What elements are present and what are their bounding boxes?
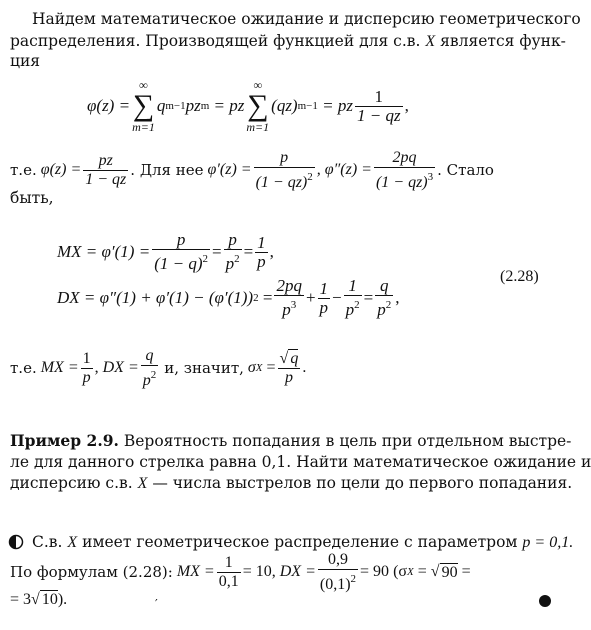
- fraction: $\frac{1}{p}$: [82, 349, 91, 386]
- example-line-2: ле для данного стрелка равна 0,1. Найти математическое ожидание и: [10, 453, 591, 471]
- equation-number: (2.28): [500, 268, 539, 285]
- derivatives-line: т.е. φ(z) = $\frac{pz}{1 - qz}$ . Для нее φ′(z) = $\frac{p}{(1 - qz)^2}$ , φ″(z) = $\frac{2pq}{(1 - qz)^3}$ . Стало: [10, 148, 494, 191]
- sum-symbol: ∞ ∑ m=1: [246, 78, 270, 134]
- intro-line-2: распределения. Производящей функцией для с.в. X является функ-: [10, 32, 566, 50]
- generating-function-equation: φ(z) = ∞ ∑ m=1 q m−1 pz m = pz ∞ ∑ m=1 (qz) m−1 = pz $\frac{1}{1 - qz}$ ,: [87, 78, 409, 134]
- conclusion-line: т.е. MX = $\frac{1}{p}$ , DX = $\frac{q}{p^2}$ и, значит, σ X = $\frac{√ q}{p}$ .: [10, 346, 307, 389]
- fraction: $\frac{p}{(1 - qz)^2}$: [255, 148, 313, 191]
- fraction: $\frac{2pq}{(1 - qz)^3}$: [375, 148, 434, 191]
- fraction: $\frac{√ q}{p}$: [279, 349, 299, 386]
- byt-line: быть,: [10, 189, 54, 207]
- example-line-3: дисперсию с.в. X — числа выстрелов по цели до первого попадания.: [10, 474, 573, 492]
- example-line-1: Пример 2.9. Вероятность попадания в цель при отдельном выстре-: [10, 431, 572, 450]
- solution-start-marker-icon: [8, 534, 24, 550]
- fraction: $\frac{q}{p^2}$: [377, 276, 392, 319]
- fraction: $\frac{p}{(1 - q)^2}$: [154, 230, 208, 273]
- fraction: $\frac{1}{1 - qz}$: [356, 86, 401, 125]
- fraction: $\frac{0,9}{(0,1)^2}$: [319, 550, 357, 593]
- solution-line-1: С.в. X имеет геометрическое распределение с параметром p = 0,1.: [32, 533, 574, 551]
- stray-mark: ′: [155, 597, 158, 611]
- example-title: Пример 2.9.: [10, 431, 119, 450]
- intro-line-1: Найдем математическое ожидание и дисперсию геометрического: [32, 10, 581, 28]
- solution-line-2: По формулам (2.28): MX = $\frac{1}{0,1}$ = 10, DX = $\frac{0,9}{(0,1)^2}$ = 90 (σ X = √ 90 =: [10, 550, 471, 593]
- fraction: $\frac{2pq}{p^3}$: [276, 276, 302, 319]
- solution-line-3: = 3√ 10).: [10, 591, 68, 608]
- fraction: $\frac{1}{p}$: [257, 232, 266, 271]
- dx-equation: DX = φ″(1) + φ′(1) − (φ′(1)) 2 = $\frac{2pq}{p^3}$ + $\frac{1}{p}$ − $\frac{1}{p^2}$ = $\frac{q}{p^2}$ ,: [57, 276, 400, 319]
- intro-line-3: ция: [10, 52, 41, 70]
- sum-symbol: ∞ ∑ m=1: [132, 78, 155, 134]
- fraction: $\frac{pz}{1 - qz}$: [85, 151, 127, 188]
- fraction: $\frac{p}{p^2}$: [225, 230, 240, 273]
- mx-equation: MX = φ′(1) = $\frac{p}{(1 - q)^2}$ = $\frac{p}{p^2}$ = $\frac{1}{p}$ ,: [57, 230, 274, 273]
- solution-end-marker-icon: [538, 594, 552, 608]
- fraction: $\frac{1}{0,1}$: [218, 553, 239, 590]
- fraction: $\frac{1}{p^2}$: [345, 276, 360, 319]
- fraction: $\frac{q}{p^2}$: [142, 346, 157, 389]
- fraction: $\frac{1}{p}$: [319, 278, 329, 317]
